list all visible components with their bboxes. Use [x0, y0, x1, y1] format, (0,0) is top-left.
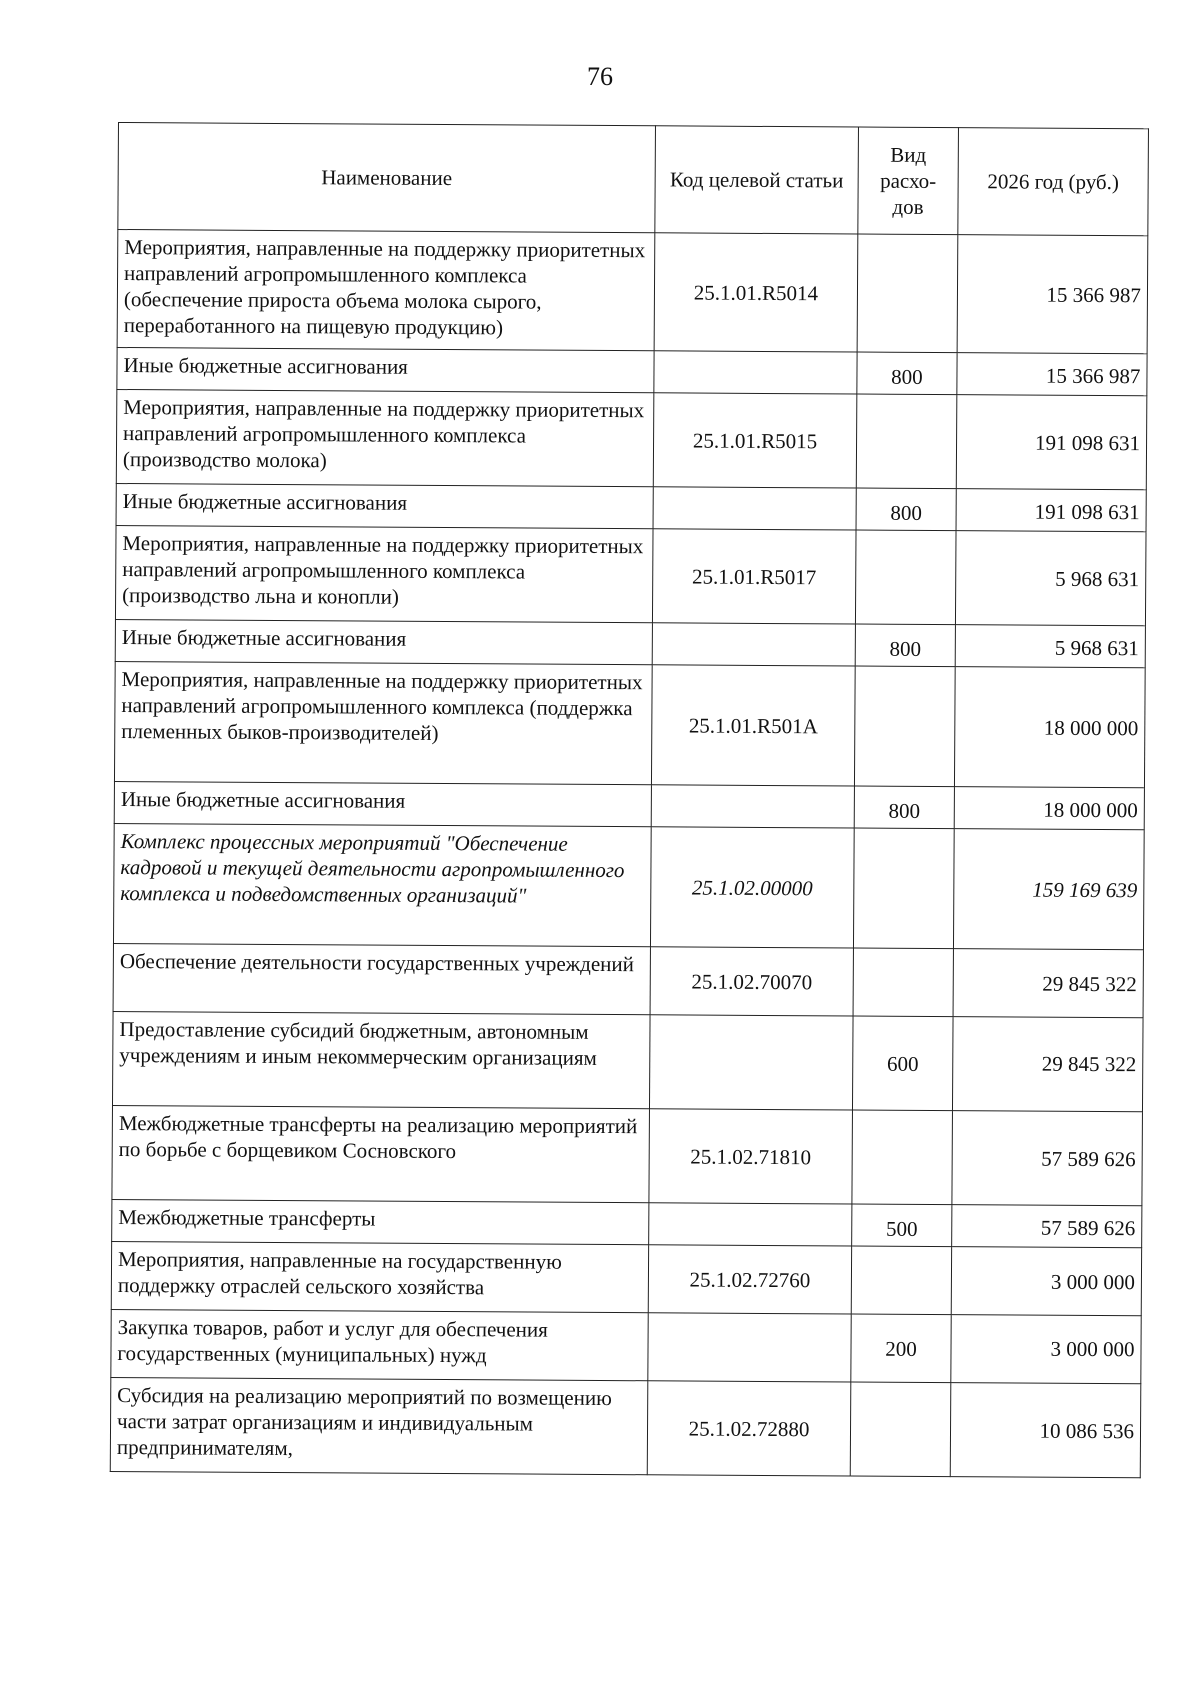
budget-table [110, 122, 1149, 1478]
row-kind [852, 1110, 953, 1205]
table-header-row [118, 123, 1149, 236]
table-row [116, 483, 1146, 531]
row-name: Иные бюджетные ассигнования [114, 781, 651, 826]
row-name: Мероприятия, направленные на государственную поддержку отраслей сельского хозяйства [111, 1241, 648, 1312]
row-name: Мероприятия, направленные на поддержку приоритетных направлений агропромышленного комплекса (поддержка племенных быков-производителей) [114, 661, 652, 784]
row-kind: 500 [852, 1204, 952, 1247]
row-sum: 159 169 639 [953, 829, 1144, 950]
row-name: Иные бюджетные ассигнования [116, 483, 653, 528]
table-row [112, 1105, 1143, 1205]
table-row [114, 781, 1144, 829]
row-sum: 191 098 631 [956, 489, 1146, 532]
row-sum: 57 589 626 [952, 1111, 1143, 1206]
table-row [113, 823, 1144, 949]
row-name: Мероприятия, направленные на поддержку приоритетных направлений агропромышленного комплекса (производство молока) [116, 389, 654, 486]
row-name: Предоставление субсидий бюджетным, автономным учреждениям и иным некоммерческим организациям [112, 1011, 650, 1108]
row-sum: 5 968 631 [955, 531, 1146, 626]
row-code: 25.1.02.72880 [647, 1381, 851, 1476]
table-row [110, 1377, 1141, 1477]
row-code [648, 1313, 851, 1382]
table-row [117, 347, 1147, 395]
row-sum: 10 086 536 [950, 1383, 1141, 1478]
row-kind: 600 [852, 1016, 953, 1111]
row-kind [857, 234, 958, 353]
row-sum: 5 968 631 [955, 625, 1145, 668]
row-code: 25.1.01.R5014 [654, 233, 858, 352]
row-code: 25.1.02.00000 [650, 827, 854, 948]
row-sum: 191 098 631 [956, 395, 1147, 490]
row-kind: 200 [851, 1314, 951, 1383]
row-kind: 800 [856, 488, 956, 531]
row-name: Закупка товаров, работ и услуг для обеспечения государственных (муниципальных) нужд [111, 1309, 648, 1380]
row-kind [850, 1382, 951, 1477]
row-code [649, 1203, 852, 1246]
row-kind: 800 [855, 624, 955, 667]
row-sum: 57 589 626 [952, 1205, 1142, 1248]
row-name: Комплекс процессных мероприятий "Обеспечение кадровой и текущей деятельности агропромышленного комплекса и подведомственных организаций" [113, 823, 651, 946]
row-code: 25.1.01.R5015 [653, 393, 857, 488]
row-name: Мероприятия, направленные на поддержку приоритетных направлений агропромышленного комплекса (производство льна и конопли) [115, 525, 653, 622]
row-code [654, 351, 857, 394]
row-kind [853, 828, 954, 949]
row-code: 25.1.01.R501A [651, 665, 855, 786]
row-kind: 800 [854, 786, 954, 829]
row-code: 25.1.02.71810 [649, 1109, 853, 1204]
row-name: Мероприятия, направленные на поддержку приоритетных направлений агропромышленного комплекса (обеспечение прироста объема молока сырого, переработанного на пищевую продукцию) [117, 230, 655, 351]
row-code [649, 1015, 853, 1110]
row-name: Иные бюджетные ассигнования [117, 347, 654, 392]
row-code [653, 487, 856, 530]
row-kind [856, 394, 957, 489]
row-kind [853, 948, 953, 1017]
table-row [113, 943, 1143, 1017]
row-code: 25.1.01.R5017 [652, 529, 856, 624]
row-code [652, 623, 855, 666]
header-name: Наименование [118, 123, 656, 233]
header-code: Код целевой статьи [655, 126, 859, 234]
table-row [112, 1199, 1142, 1247]
table-row [115, 619, 1145, 667]
row-kind: 800 [857, 352, 957, 395]
row-kind [851, 1246, 951, 1315]
table-row [116, 389, 1147, 489]
row-sum: 18 000 000 [954, 667, 1145, 788]
table-row [111, 1241, 1141, 1315]
row-sum: 3 000 000 [951, 1247, 1141, 1316]
row-name: Обеспечение деятельности государственных учреждений [113, 943, 650, 1014]
row-name: Межбюджетные трансферты на реализацию мероприятий по борьбе с борщевиком Сосновского [112, 1105, 650, 1202]
row-sum: 15 366 987 [957, 353, 1147, 396]
header-kind: Вид расхо-дов [858, 127, 959, 235]
row-kind [854, 666, 955, 787]
row-name: Межбюджетные трансферты [112, 1199, 649, 1244]
row-name: Иные бюджетные ассигнования [115, 619, 652, 664]
row-sum: 29 845 322 [953, 949, 1143, 1018]
header-sum: 2026 год (руб.) [958, 128, 1149, 236]
row-code: 25.1.02.70070 [650, 947, 853, 1016]
row-kind [855, 530, 956, 625]
table-row [115, 525, 1146, 625]
table-row [114, 661, 1145, 787]
row-code [651, 785, 854, 828]
table-row [111, 1309, 1141, 1383]
row-sum: 18 000 000 [954, 787, 1144, 830]
row-code: 25.1.02.72760 [648, 1245, 851, 1314]
table-row [117, 230, 1148, 354]
page-number: 76 [587, 62, 613, 91]
row-sum: 15 366 987 [957, 235, 1148, 354]
table-row [112, 1011, 1143, 1111]
row-sum: 3 000 000 [951, 1315, 1141, 1384]
row-name: Субсидия на реализацию мероприятий по возмещению части затрат организациям и индивидуальным предпринимателям, [110, 1377, 648, 1474]
row-sum: 29 845 322 [952, 1017, 1143, 1112]
